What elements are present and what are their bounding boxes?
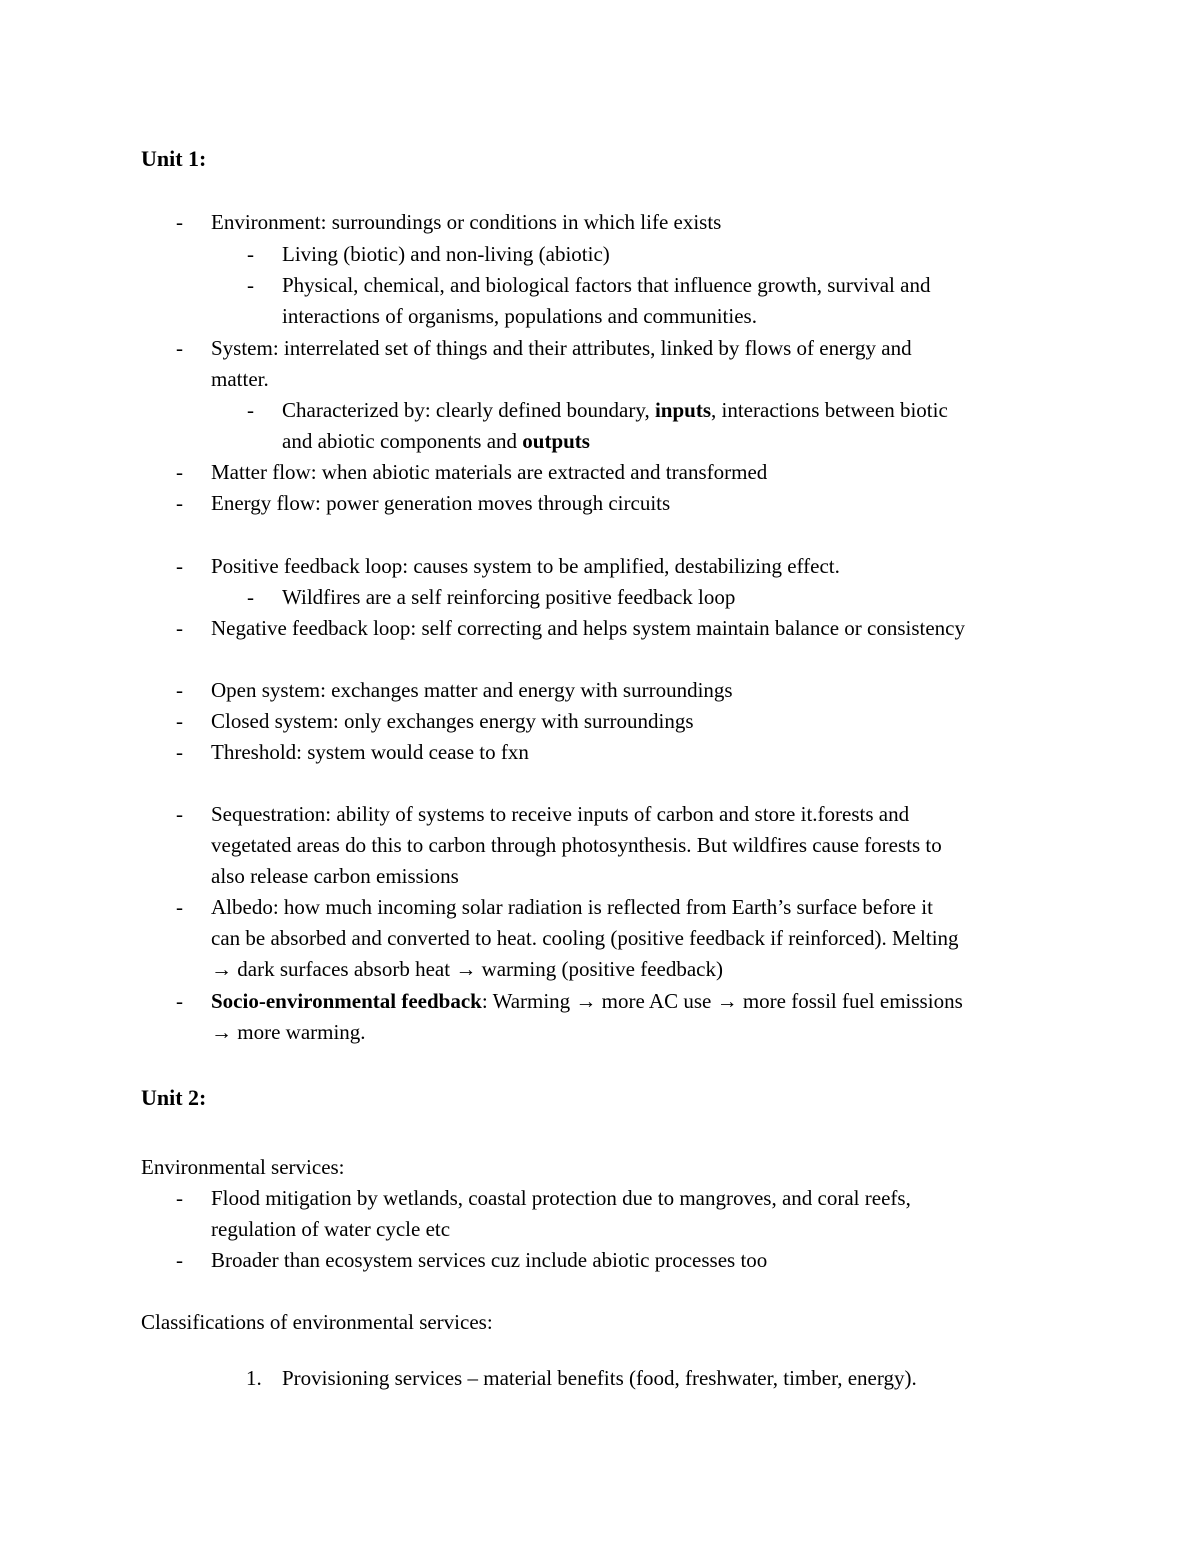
- outputs-bold: outputs: [522, 429, 590, 453]
- closed-system-line: Closed system: only exchanges energy with surroundings: [211, 709, 694, 733]
- sequestration-line-1: Sequestration: ability of systems to receive inputs of carbon and store it.forests and: [211, 802, 910, 826]
- energy-flow-line: Energy flow: power generation moves through circuits: [211, 491, 671, 515]
- bullet-dash: -: [176, 709, 183, 733]
- open-system-line: Open system: exchanges matter and energy with surroundings: [211, 678, 733, 702]
- env-services-title: Environmental services:: [141, 1155, 345, 1179]
- env-services-item-1-line-2: regulation of water cycle etc: [211, 1217, 451, 1241]
- albedo-line-3: → dark surfaces absorb heat → warming (positive feedback): [211, 957, 723, 981]
- sub-bullet-dash: -: [247, 585, 254, 609]
- sequestration-line-2: vegetated areas do this to carbon through photosynthesis. But wildfires cause forests to: [211, 833, 942, 857]
- classifications-title: Classifications of environmental services:: [141, 1310, 493, 1334]
- albedo-line-2: can be absorbed and converted to heat. cooling (positive feedback if reinforced). Melting: [211, 926, 959, 950]
- list-number: 1.: [246, 1366, 262, 1390]
- provisioning-line: Provisioning services – material benefits (food, freshwater, timber, energy).: [282, 1366, 917, 1390]
- bullet-dash: -: [176, 554, 183, 578]
- bullet-dash: -: [176, 678, 183, 702]
- unit-1-heading: Unit 1:: [141, 146, 207, 171]
- system-line-2: matter.: [211, 367, 269, 391]
- bullet-dash: -: [176, 616, 183, 640]
- socio-rest: : Warming → more AC use → more fossil fuel emissions: [481, 989, 963, 1013]
- bullet-dash: -: [176, 895, 183, 919]
- system-sub-text-2: and abiotic components and: [282, 429, 523, 453]
- system-sub-line-2: [282, 429, 590, 453]
- sequestration-line-3: also release carbon emissions: [211, 864, 459, 888]
- socio-line-2: → more warming.: [211, 1020, 366, 1044]
- bullet-dash: -: [176, 989, 183, 1013]
- bullet-dash: -: [176, 460, 183, 484]
- socio-bold: Socio-environmental feedback: [211, 989, 482, 1013]
- albedo-line-1: Albedo: how much incoming solar radiation is reflected from Earth’s surface before it: [211, 895, 933, 919]
- environment-sub-2-line-1: Physical, chemical, and biological factors that influence growth, survival and: [282, 273, 931, 297]
- environment-sub-1: Living (biotic) and non-living (abiotic): [282, 242, 610, 266]
- env-services-item-2: Broader than ecosystem services cuz include abiotic processes too: [211, 1248, 768, 1272]
- system-sub-text-post: , interactions between biotic: [711, 398, 948, 422]
- bullet-dash: -: [176, 740, 183, 764]
- sub-bullet-dash: -: [247, 242, 254, 266]
- bullet-dash: -: [176, 336, 183, 360]
- bullet-dash: -: [176, 802, 183, 826]
- environment-sub-2-line-2: interactions of organisms, populations and communities.: [282, 304, 757, 328]
- sub-bullet-dash: -: [247, 398, 254, 422]
- system-sub-text: Characterized by: clearly defined boundary,: [282, 398, 655, 422]
- env-services-item-1-line-1: Flood mitigation by wetlands, coastal protection due to mangroves, and coral reefs,: [211, 1186, 911, 1210]
- system-sub-line-1: [282, 398, 948, 422]
- system-line-1: System: interrelated set of things and their attributes, linked by flows of energy and: [211, 336, 912, 360]
- unit-2-heading: Unit 2:: [141, 1085, 207, 1110]
- positive-loop-line: Positive feedback loop: causes system to be amplified, destabilizing effect.: [211, 554, 840, 578]
- bullet-dash: -: [176, 210, 183, 234]
- threshold-line: Threshold: system would cease to fxn: [211, 740, 529, 764]
- positive-loop-sub: Wildfires are a self reinforcing positive feedback loop: [282, 585, 736, 609]
- socio-line-1: [211, 989, 963, 1013]
- sub-bullet-dash: -: [247, 273, 254, 297]
- environment-line: Environment: surroundings or conditions in which life exists: [211, 210, 722, 234]
- bullet-dash: -: [176, 1186, 183, 1210]
- negative-loop-line: Negative feedback loop: self correcting and helps system maintain balance or consistency: [211, 616, 965, 640]
- bullet-dash: -: [176, 1248, 183, 1272]
- matter-flow-line: Matter flow: when abiotic materials are extracted and transformed: [211, 460, 768, 484]
- inputs-bold: inputs: [654, 398, 712, 422]
- bullet-dash: -: [176, 491, 183, 515]
